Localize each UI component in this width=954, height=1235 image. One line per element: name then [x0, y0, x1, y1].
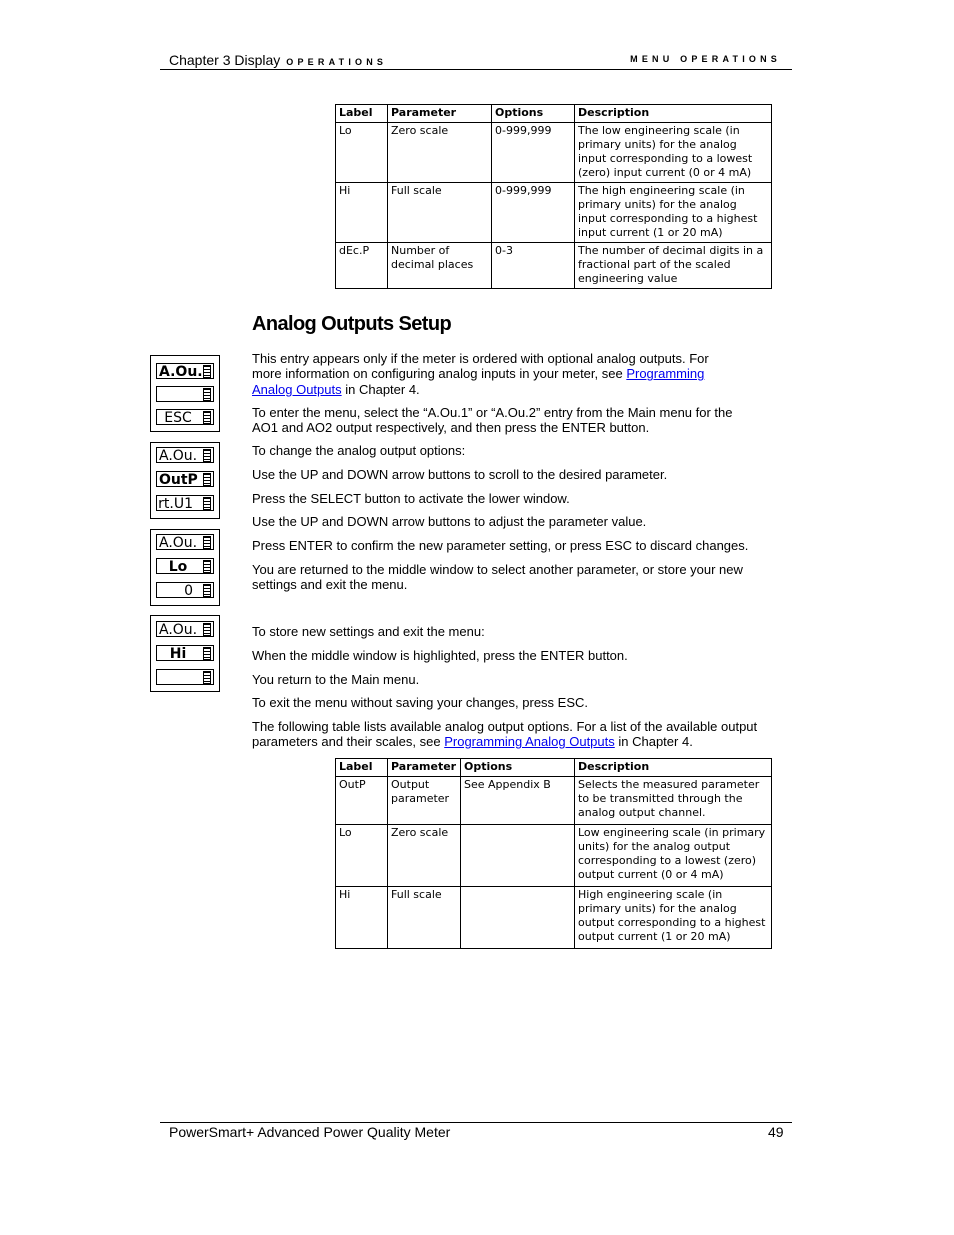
col-description: Description: [575, 105, 772, 123]
lcd-lower-window: [156, 582, 214, 598]
col-description: Description: [575, 759, 772, 777]
lcd-bar-icon: [203, 388, 211, 401]
cell-parameter: Number of decimal places: [388, 243, 492, 289]
cell-options: 0-999,999: [492, 123, 575, 183]
cell-label: OutP: [336, 777, 388, 825]
cell-options: [461, 887, 575, 949]
table-row: [336, 887, 772, 949]
col-parameter: Parameter: [388, 105, 492, 123]
cell-description: Low engineering scale (in primary units) for the analog output corresponding to a lowest (zero) output current (0 or 4 mA): [575, 825, 772, 887]
table-row: [336, 243, 772, 289]
col-options: Options: [492, 105, 575, 123]
lcd-bar-icon: [203, 473, 211, 486]
lcd-lower-window: [156, 495, 214, 511]
lcd-display-escape: [150, 355, 220, 432]
table-row: [336, 825, 772, 887]
lcd-bar-icon: [203, 647, 211, 660]
lcd-display-zero-scale: [150, 529, 220, 606]
running-header-chapter: [169, 52, 387, 68]
cell-label: Lo: [336, 825, 388, 887]
enter-menu-paragraph: To enter the menu, select the “A.Ou.1” or “A.Ou.2” entry from the Main menu for the AO1 and AO2 output respectively, and then press the ENTER button.: [252, 405, 733, 436]
step-select-paragraph: Press the SELECT button to activate the lower window.: [252, 491, 570, 506]
lcd-bar-icon: [203, 365, 211, 378]
col-options: Options: [461, 759, 575, 777]
step-return-paragraph: You are returned to the middle window to select another parameter, or store your new settings and exit the menu.: [252, 562, 743, 593]
cell-parameter: Full scale: [388, 183, 492, 243]
lcd-middle-window: [156, 471, 214, 487]
cell-parameter: Output parameter: [388, 777, 461, 825]
cell-description: The number of decimal digits in a fractional part of the scaled engineering value: [575, 243, 772, 289]
lcd-lower-text: ESC: [164, 410, 192, 426]
cell-label: Lo: [336, 123, 388, 183]
cell-options: [461, 825, 575, 887]
table-row: [336, 183, 772, 243]
lcd-middle-window: [156, 386, 214, 402]
lcd-upper-text: A.Ou.: [159, 535, 198, 551]
lcd-bar-icon: [203, 449, 211, 462]
cell-options: 0-3: [492, 243, 575, 289]
cell-options: See Appendix B: [461, 777, 575, 825]
cell-parameter: Full scale: [388, 887, 461, 949]
intro-text-end: in Chapter 4.: [341, 381, 420, 397]
step-adjust-paragraph: Use the UP and DOWN arrow buttons to adjust the parameter value.: [252, 514, 647, 529]
cell-description: Selects the measured parameter to be transmitted through the analog output channel.: [575, 777, 772, 825]
store-enter-paragraph: When the middle window is highlighted, press the ENTER button.: [252, 648, 628, 663]
lcd-bar-icon: [203, 536, 211, 549]
lcd-upper-window: [156, 447, 214, 463]
chapter-label: Chapter 3 Display: [169, 52, 281, 68]
intro-paragraph: [252, 351, 722, 397]
lcd-upper-window: [156, 534, 214, 550]
lcd-upper-text: A.Ou.: [159, 364, 203, 380]
header-divider: [160, 69, 792, 70]
lcd-upper-window: [156, 621, 214, 637]
table-intro-paragraph: [252, 719, 772, 750]
step-scroll-paragraph: Use the UP and DOWN arrow buttons to scroll to the desired parameter.: [252, 467, 668, 482]
footer-product-name: PowerSmart+ Advanced Power Quality Meter: [169, 1124, 451, 1140]
lcd-upper-window: [156, 363, 214, 379]
lcd-bar-icon: [203, 560, 211, 573]
table-row: [336, 123, 772, 183]
cell-options: 0-999,999: [492, 183, 575, 243]
cell-label: Hi: [336, 183, 388, 243]
lcd-middle-text: Hi: [169, 646, 187, 662]
analog-input-scale-table: [335, 104, 772, 289]
lcd-lower-text: 0: [184, 583, 193, 599]
programming-analog-outputs-link[interactable]: Programming Analog Outputs: [252, 366, 705, 397]
lcd-lower-window: [156, 669, 214, 685]
lcd-middle-text: OutP: [159, 472, 198, 488]
table-intro-text-end: in Chapter 4.: [614, 734, 693, 750]
analog-output-options-table: [335, 758, 772, 949]
table-header-row: [336, 759, 772, 777]
cell-description: The low engineering scale (in primary units) for the analog input corresponding to a lowest (zero) input current (0 or 4 mA): [575, 123, 772, 183]
lcd-middle-text: Lo: [168, 559, 188, 575]
col-label: Label: [336, 105, 388, 123]
page-number: 49: [768, 1124, 784, 1140]
cell-parameter: Zero scale: [388, 123, 492, 183]
lcd-display-output-parameter: [150, 442, 220, 519]
section-title: Analog Outputs Setup: [252, 313, 452, 335]
lcd-middle-window: [156, 645, 214, 661]
lcd-bar-icon: [203, 584, 211, 597]
intro-text: This entry appears only if the meter is ordered with optional analog outputs. For more information on configuring analog inputs in your meter, see: [252, 351, 709, 382]
return-main-paragraph: You return to the Main menu.: [252, 672, 420, 687]
cell-description: High engineering scale (in primary units) for the analog output corresponding to a highest output current (1 or 20 mA): [575, 887, 772, 949]
lcd-bar-icon: [203, 411, 211, 424]
store-settings-paragraph: To store new settings and exit the menu:: [252, 624, 485, 639]
lcd-lower-window: [156, 409, 214, 425]
cell-label: Hi: [336, 887, 388, 949]
step-confirm-paragraph: Press ENTER to confirm the new parameter setting, or press ESC to discard changes.: [252, 538, 749, 553]
cell-label: dEc.P: [336, 243, 388, 289]
cell-parameter: Zero scale: [388, 825, 461, 887]
programming-analog-outputs-link-2[interactable]: Programming Analog Outputs: [444, 734, 615, 750]
lcd-middle-window: [156, 558, 214, 574]
footer-divider: [160, 1122, 792, 1123]
running-header-section: MENU OPERATIONS: [630, 54, 781, 64]
lcd-bar-icon: [203, 497, 211, 510]
exit-paragraph: To exit the menu without saving your changes, press ESC.: [252, 695, 589, 710]
cell-description: The high engineering scale (in primary units) for the analog input corresponding to a highest input current (1 or 20 mA): [575, 183, 772, 243]
lcd-lower-text: rt.U1: [158, 496, 193, 512]
table-header-row: [336, 105, 772, 123]
lcd-display-full-scale: [150, 615, 220, 692]
chapter-ops-label: OPERATIONS: [286, 57, 388, 67]
table-intro-text: The following table lists available analog output options. For a list of the available output parameters and their scales, see: [252, 719, 758, 750]
lcd-bar-icon: [203, 671, 211, 684]
col-label: Label: [336, 759, 388, 777]
table-row: [336, 777, 772, 825]
lcd-upper-text: A.Ou.: [159, 448, 198, 464]
lcd-bar-icon: [203, 623, 211, 636]
lcd-upper-text: A.Ou.: [159, 622, 198, 638]
change-options-paragraph: To change the analog output options:: [252, 443, 466, 458]
col-parameter: Parameter: [388, 759, 461, 777]
